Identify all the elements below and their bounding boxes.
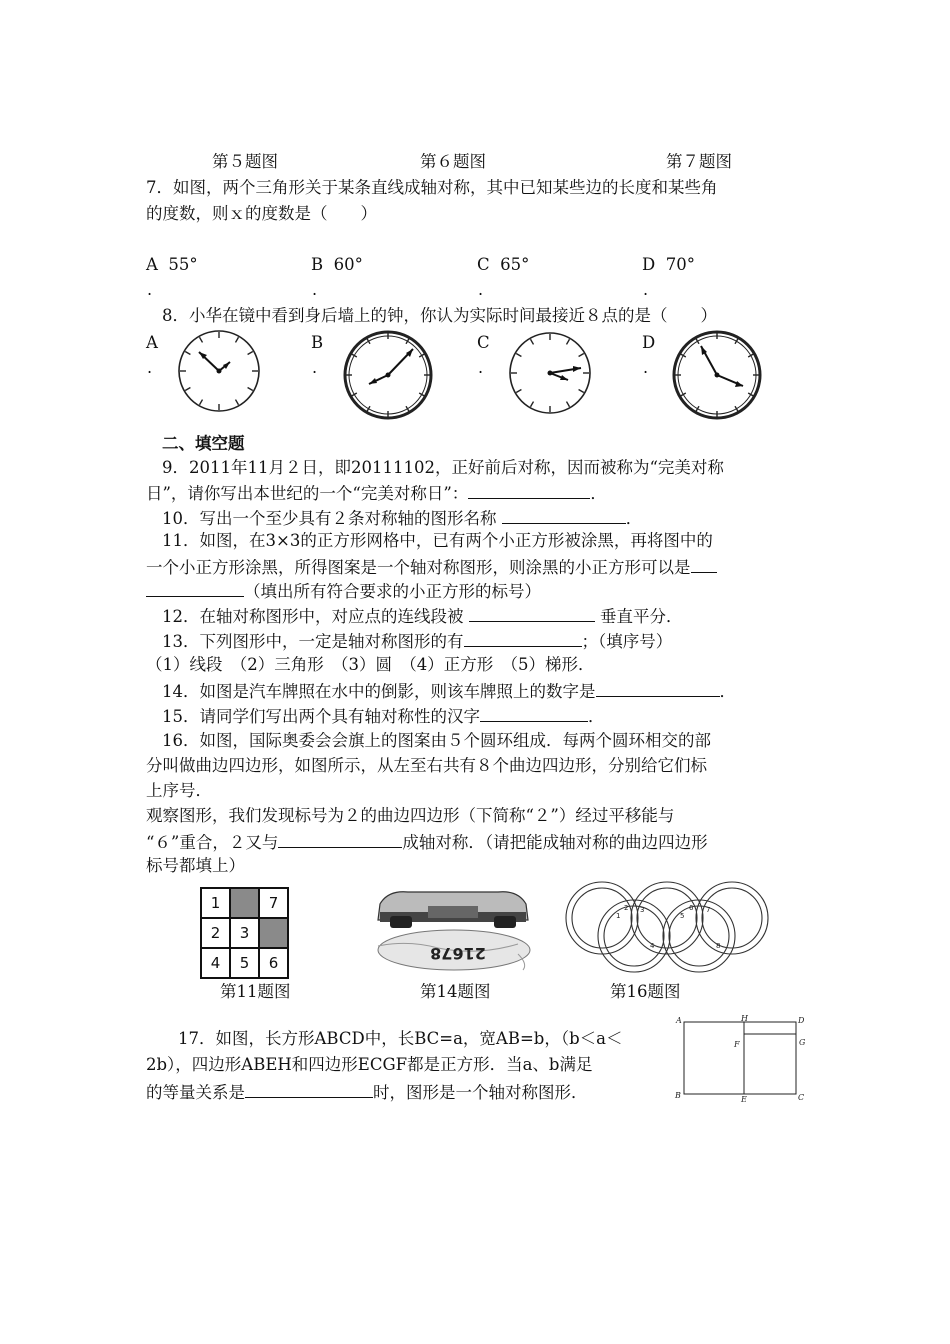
q14-line: 14．如图是汽车牌照在水中的倒影，则该车牌照上的数字是 ． [162,678,736,704]
clock-tick [367,406,370,411]
clock-tick [696,406,699,411]
clock-a-icon [176,328,262,414]
ring-label: 2 [624,904,629,912]
clock-tick [531,339,534,344]
caption-q6: 第６题图 [420,152,486,171]
section2-title: 二、填空题 [162,434,245,453]
q7-dot-a: . [147,280,153,299]
q11-line2: 一个小正方形涂黑，所得图案是一个轴对称图形，则涂黑的小正方形可以是 [146,554,717,580]
q8-dot-c: . [478,358,484,377]
clock-tick [579,354,584,357]
clock-tick [352,393,357,396]
caption-q7: 第７题图 [666,152,732,171]
clock-tick [748,393,753,396]
q9-line1: 9．2011年11月２日，即20111102，正好前后对称，因而被称为“完美对称 [162,458,724,477]
q9-blank[interactable] [468,480,590,499]
q10-blank[interactable] [502,505,626,524]
q10-line: 10．写出一个至少具有２条对称轴的图形名称 ． [162,505,642,531]
q12-line: 12．在轴对称图形中，对应点的连线段被 垂直平分． [162,603,683,629]
q16-line3: 上序号． [146,781,212,800]
label-e: E [741,1095,747,1104]
q13-items: （1）线段 （2）三角形 （3）圆 （4）正方形 （5）梯形． [146,655,595,674]
label-d: D [798,1016,805,1025]
grid-cell-shaded [259,918,288,948]
clock-tick [200,400,203,405]
ring-label: 7 [706,906,711,914]
q16-line5: “６”重合，２又与 成轴对称．（请把能成轴对称的曲边四边形 [146,829,708,855]
label-c: C [798,1093,805,1102]
q16-line4: 观察图形，我们发现标号为２的曲边四边形（下简称“２”）经过平移能与 [146,806,675,825]
q8-option-a-letter: A [146,333,158,352]
clock-tick [185,388,190,391]
q17-blank[interactable] [245,1079,373,1098]
clock-tick [367,339,370,344]
clock-c-icon [507,330,593,416]
grid-cell: 1 [201,888,230,918]
q8-dot-b: . [312,358,318,377]
clock-tick [200,337,203,342]
q16-line2: 分叫做曲边四边形，如图所示，从左至右共有８个曲边四边形，分别给它们标 [146,756,707,775]
q7-option-d: D 70° [642,255,695,274]
q8-dot-a: . [147,358,153,377]
q7-dot-d: . [643,280,649,299]
clock-b-icon [342,329,434,421]
olympic-rings-figure [556,878,778,976]
ring-label: 3 [640,906,645,914]
q14-blank[interactable] [596,678,720,697]
clock-tick [531,402,534,407]
grid-cell: 4 [201,948,230,978]
q17-line1: 17．如图，长方形ABCD中，长BC=a，宽AB=b，（b＜a＜ [178,1029,623,1048]
q8-option-d-letter: D [642,333,656,352]
q9-line2: 日”，请你写出本世纪的一个“完美对称日”： ． [146,480,607,506]
clock-d-icon [671,329,763,421]
clock-tick [185,352,190,355]
label-g: G [799,1038,806,1047]
q7-option-b: B 60° [311,255,363,274]
q17-line3: 的等量关系是 时，图形是一个轴对称图形． [146,1079,588,1105]
clock-tick [248,352,253,355]
q7-dot-b: . [312,280,318,299]
clock-tick [735,406,738,411]
caption-q16: 第16题图 [610,982,681,1001]
grid-cell: 6 [259,948,288,978]
clock-tick [516,390,521,393]
caption-q5: 第５题图 [212,152,278,171]
clock-tick [516,354,521,357]
clock-tick [696,339,699,344]
q7-line1: 7．如图，两个三角形关于某条直线成轴对称，其中已知某些边的长度和某些角 [146,178,718,197]
ring-label: 5 [680,912,685,920]
label-a: A [676,1016,682,1025]
ring-label: 1 [616,912,621,920]
ring-label: 4 [650,942,655,950]
ring-label: 6 [689,904,694,912]
caption-q11: 第11题图 [220,982,291,1001]
caption-q14: 第14题图 [420,982,491,1001]
clock-tick [681,393,686,396]
ring-label: 8 [716,942,721,950]
q11-line3: （填出所有符合要求的小正方形的标号） [146,578,541,604]
q7-dot-c: . [478,280,484,299]
grid-cell: 7 [259,888,288,918]
q8-option-b-letter: B [311,333,324,352]
q16-blank[interactable] [278,829,402,848]
q8-option-c-letter: C [477,333,490,352]
label-f: F [734,1040,740,1049]
q7-option-c: C 65° [477,255,530,274]
clock-tick [748,354,753,357]
clock-tick [579,390,584,393]
clock-tick [236,400,239,405]
grid-cell-shaded [230,888,259,918]
q16-line1: 16．如图，国际奥委会会旗上的图案由５个圆环组成．每两个圆环相交的部 [162,731,711,750]
grid-cell: 5 [230,948,259,978]
license-plate-text: 21678 [430,944,486,963]
q17-rectangle-figure [670,1012,810,1104]
q8-line: 8．小华在镜中看到身后墙上的钟，你认为实际时间最接近８点的是（ ） [162,306,717,325]
q11-blank-a[interactable] [691,554,717,573]
clock-tick [406,406,409,411]
q16-line6: 标号都填上） [146,856,245,875]
clock-tick [567,339,570,344]
car-reflection-image [368,884,538,976]
grid-cell: 3 [230,918,259,948]
clock-tick [567,402,570,407]
q11-line1: 11．如图，在3×3的正方形网格中，已有两个小正方形被涂黑，再将图中的 [162,531,713,550]
q15-line: 15．请同学们写出两个具有轴对称性的汉字 ． [162,703,605,729]
clock-tick [419,354,424,357]
clock-tick [406,339,409,344]
clock-tick [352,354,357,357]
clock-tick [236,337,239,342]
clock-tick [735,339,738,344]
q11-grid [200,887,289,979]
q7-option-a: A 55° [146,255,198,274]
q11-blank-b[interactable] [146,578,244,597]
label-h: H [741,1014,748,1023]
q12-blank[interactable] [469,603,595,622]
clock-tick [248,388,253,391]
clock-tick [681,354,686,357]
q8-dot-d: . [643,358,649,377]
label-b: B [675,1091,681,1100]
q13-line: 13．下列图形中，一定是轴对称图形的有 ；（填序号） [162,628,672,654]
q17-line2: 2b），四边形ABEH和四边形ECGF都是正方形．当a、b满足 [146,1055,593,1074]
grid-cell: 2 [201,918,230,948]
q13-blank[interactable] [464,628,582,647]
q7-line2: 的度数，则ｘ的度数是（ ） [146,204,377,223]
q15-blank[interactable] [480,703,588,722]
clock-tick [419,393,424,396]
